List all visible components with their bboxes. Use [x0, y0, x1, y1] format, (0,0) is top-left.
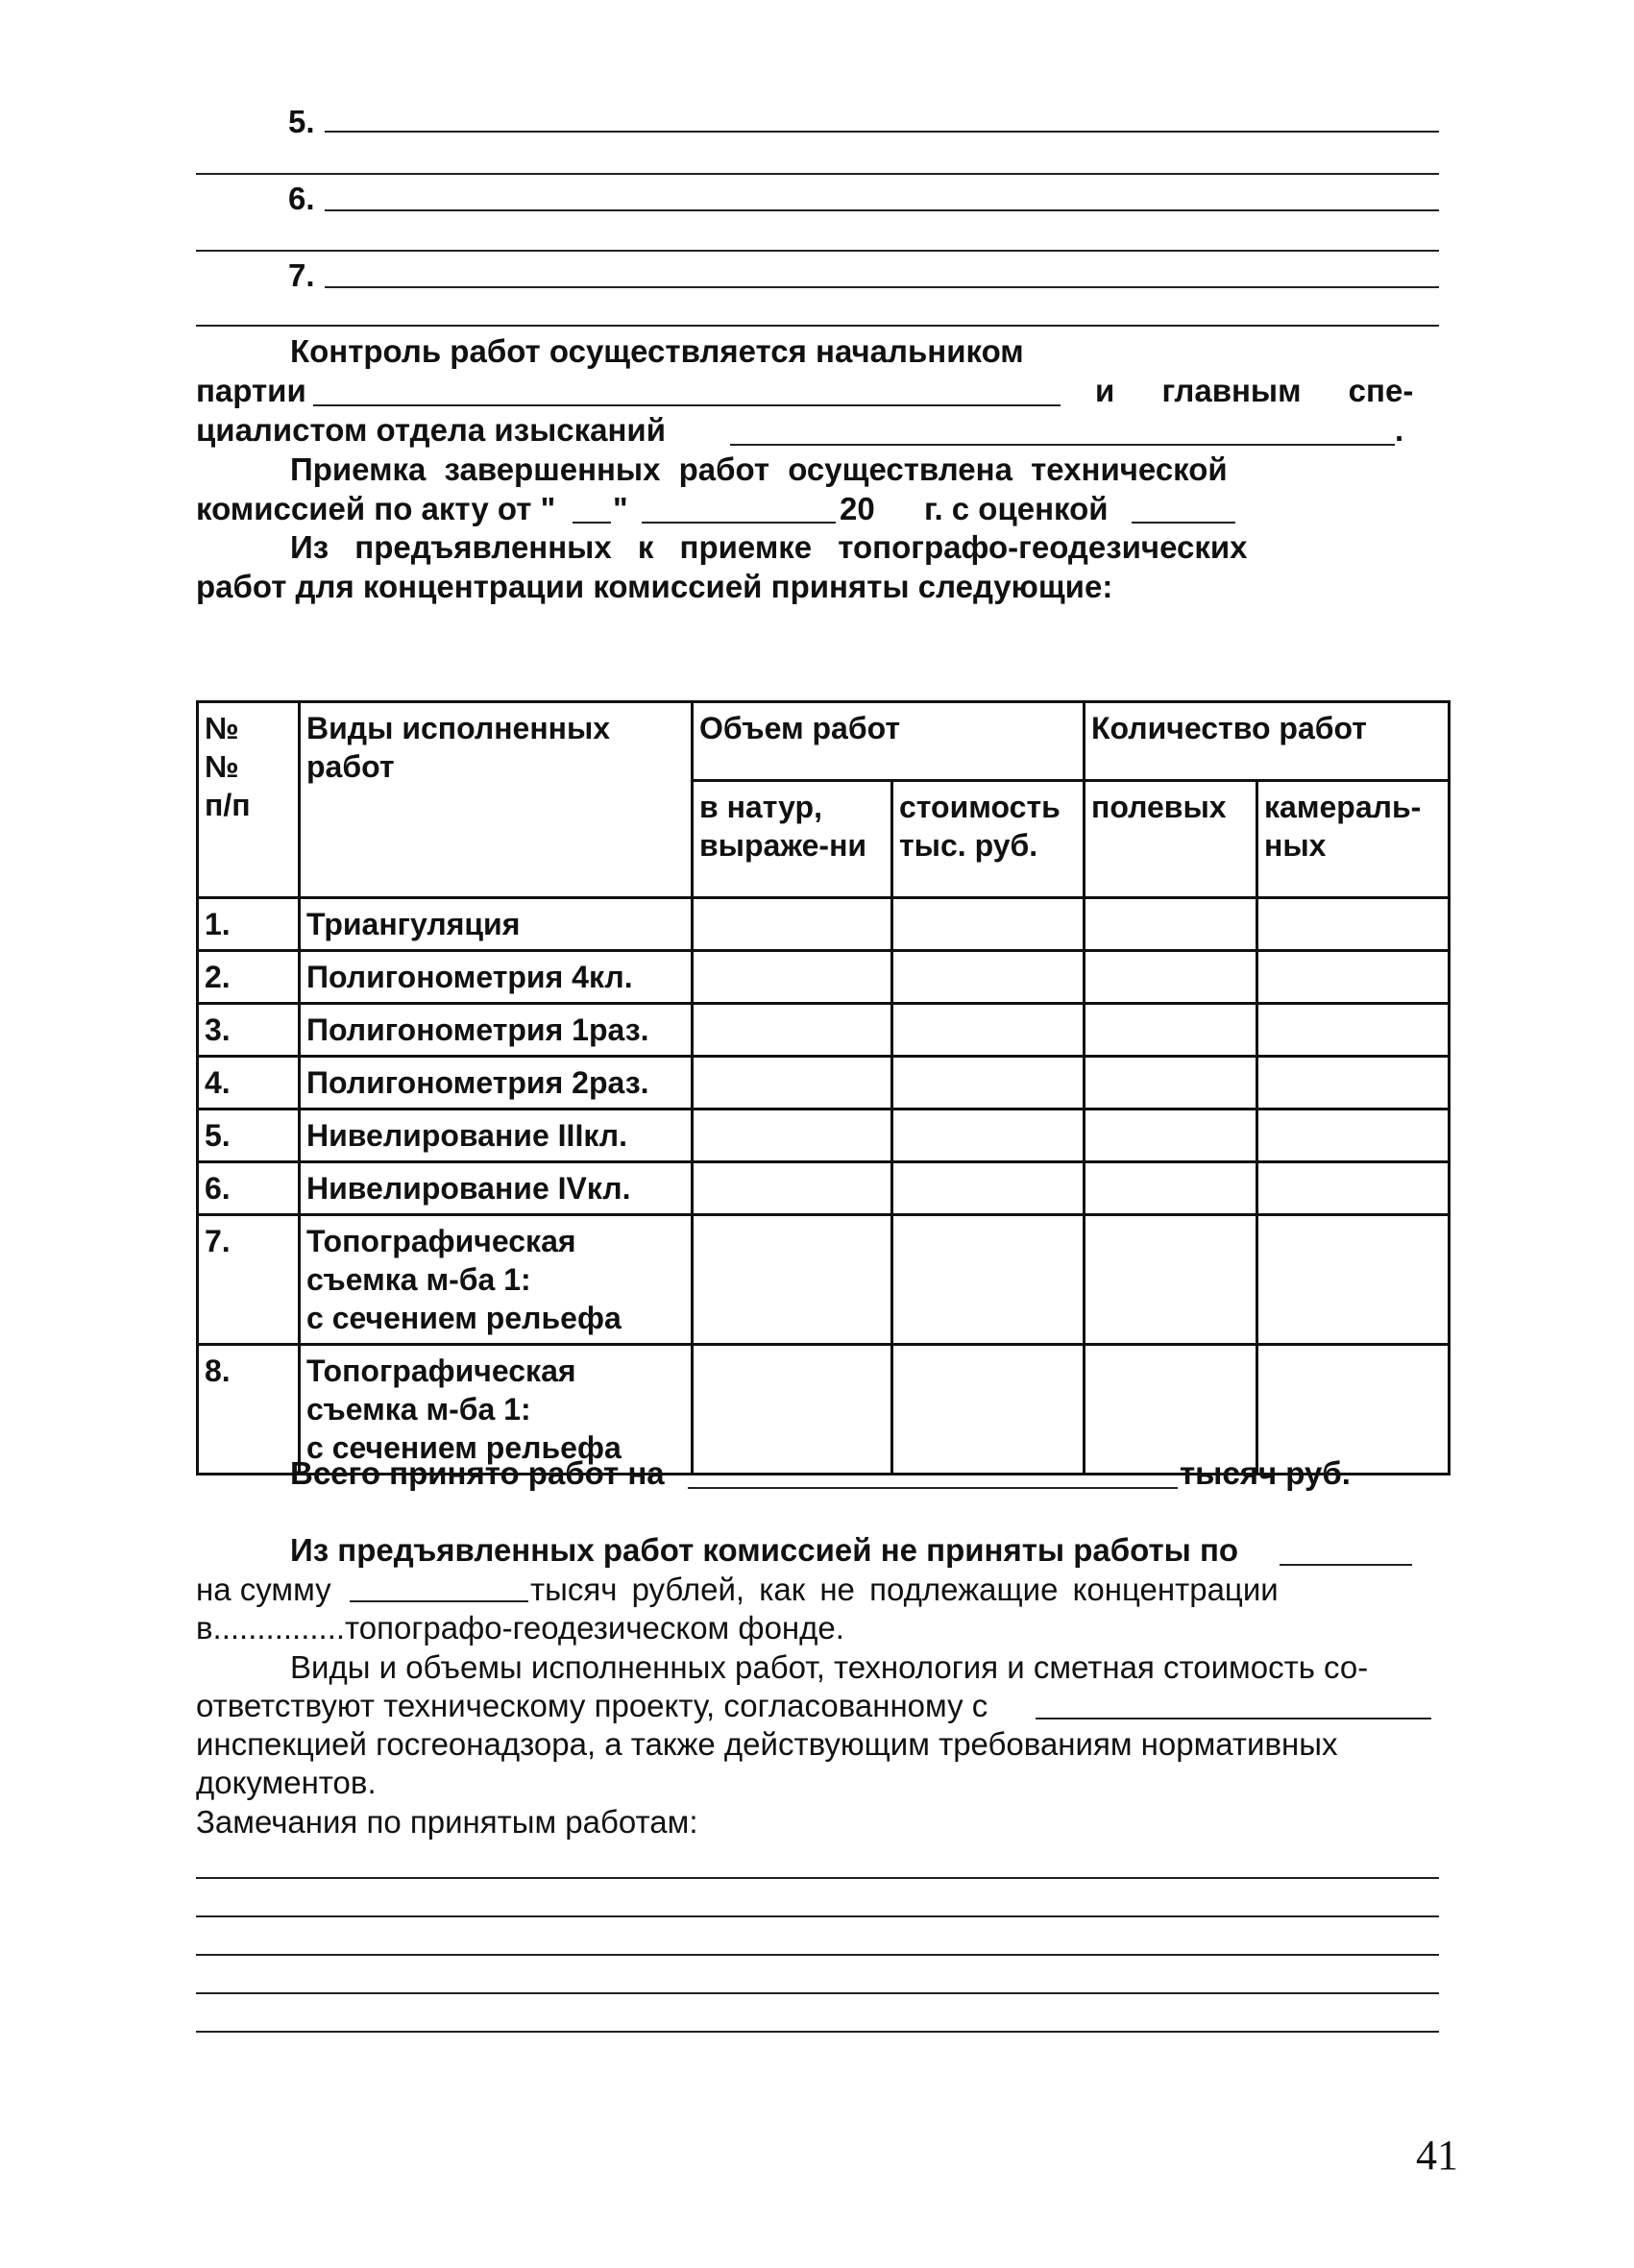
acceptance-line-2-a: комиссией по акту от " — [196, 491, 556, 526]
cell-quantity-field — [1085, 1215, 1257, 1345]
row-number: 2. — [198, 951, 300, 1004]
conformity-line-1: Виды и объемы исполненных работ, технология и сметная стоимость со- — [290, 1649, 1369, 1685]
grade-blank — [1132, 522, 1235, 524]
header-volume-natural: в натур, выраже-ни — [693, 781, 892, 898]
page-number: 41 — [1416, 2132, 1458, 2179]
cell-volume-natural — [693, 1004, 892, 1057]
row-number: 4. — [198, 1057, 300, 1110]
control-line-2-start: партии — [196, 373, 306, 408]
row-work-kind: Топографическая съемка м-ба 1: с сечением рельефа — [300, 1345, 693, 1475]
remarks-label: Замечания по принятым работам: — [196, 1804, 698, 1840]
ruled-line — [196, 173, 1439, 175]
cell-quantity-field — [1085, 898, 1257, 951]
row-number: 7. — [198, 1215, 300, 1345]
table-row — [198, 898, 1450, 951]
cell-volume-natural — [693, 1057, 892, 1110]
row-number: 6. — [198, 1162, 300, 1215]
header-work-kind: Виды исполненных работ — [300, 702, 693, 898]
acceptance-line-2-d: г. с оценкой — [924, 491, 1109, 526]
rejected-line-3: в...............топографо-геодезическом фонде. — [196, 1610, 844, 1646]
conformity-line-2: ответствуют техническому проекту, согласованному с — [196, 1688, 988, 1723]
item-number-5: 5. — [288, 104, 315, 139]
cell-volume-cost — [892, 1162, 1085, 1215]
conformity-line-4: документов. — [196, 1765, 377, 1800]
cell-quantity-field — [1085, 1162, 1257, 1215]
cell-volume-natural — [693, 951, 892, 1004]
total-label: Всего принято работ на — [290, 1455, 665, 1491]
conformity-line-3: инспекцией госгеонадзора, а также действующим требованиям нормативных — [196, 1726, 1338, 1762]
row-work-kind: Полигонометрия 2раз. — [300, 1057, 693, 1110]
item-5-blank — [325, 131, 1439, 133]
row-work-kind: Нивелирование IVкл. — [300, 1162, 693, 1215]
cell-quantity-office — [1257, 1004, 1450, 1057]
ruled-line — [196, 250, 1439, 252]
party-chief-blank — [313, 404, 1061, 406]
item-6-blank — [325, 209, 1439, 211]
remarks-line — [196, 1954, 1439, 1956]
total-unit: тысяч руб. — [1180, 1455, 1351, 1491]
table-row — [198, 1215, 1450, 1345]
act-month-blank — [642, 522, 836, 524]
table-row — [198, 1004, 1450, 1057]
cell-volume-cost — [892, 898, 1085, 951]
remarks-line — [196, 1877, 1439, 1879]
acceptance-line-2-b: " — [613, 491, 628, 526]
cell-volume-cost — [892, 1004, 1085, 1057]
acceptance-line-2-c: 20 — [840, 491, 875, 526]
cell-volume-natural — [693, 1215, 892, 1345]
cell-quantity-office — [1257, 1057, 1450, 1110]
header-quantity-field: полевых — [1085, 781, 1257, 898]
rejected-sum-blank — [350, 1600, 528, 1602]
cell-volume-natural — [693, 1162, 892, 1215]
cell-quantity-field — [1085, 951, 1257, 1004]
cell-quantity-office — [1257, 898, 1450, 951]
table-row — [198, 1110, 1450, 1162]
act-day-blank — [573, 522, 611, 524]
cell-volume-cost — [892, 1215, 1085, 1345]
cell-quantity-office — [1257, 1215, 1450, 1345]
table-row — [198, 1057, 1450, 1110]
cell-volume-natural — [693, 1110, 892, 1162]
item-number-7: 7. — [288, 257, 315, 293]
cell-quantity-office — [1257, 1162, 1450, 1215]
cell-quantity-field — [1085, 1057, 1257, 1110]
rejected-line-1: Из предъявленных работ комиссией не приняты работы по — [290, 1532, 1239, 1568]
cell-volume-natural — [693, 898, 892, 951]
table-row — [198, 1162, 1450, 1215]
remarks-line — [196, 1915, 1439, 1917]
item-number-6: 6. — [288, 181, 315, 216]
specialist-blank — [730, 444, 1395, 446]
header-number: № № п/п — [198, 702, 300, 898]
cell-quantity-office — [1257, 951, 1450, 1004]
remarks-line — [196, 2031, 1439, 2033]
cell-volume-cost — [892, 1345, 1085, 1475]
row-work-kind: Полигонометрия 4кл. — [300, 951, 693, 1004]
control-line-3-start: циалистом отдела изысканий — [196, 412, 667, 448]
rejected-line-2-a: на сумму — [196, 1572, 331, 1607]
header-volume: Объем работ — [693, 702, 1085, 781]
cell-volume-cost — [892, 951, 1085, 1004]
control-line-3-end: . — [1395, 412, 1404, 448]
acceptance-line-1: Приемка завершенных работ осуществлена технической — [290, 451, 1228, 487]
header-volume-cost: стоимость тыс. руб. — [892, 781, 1085, 898]
remarks-line — [196, 1992, 1439, 1994]
control-line-2-mid: и главным спе- — [1095, 373, 1414, 408]
header-quantity-office: камераль-ных — [1257, 781, 1450, 898]
row-work-kind: Топографическая съемка м-ба 1: с сечением рельефа — [300, 1215, 693, 1345]
rejected-line-2-b: тысяч рублей, как не подлежащие концентрации — [530, 1572, 1279, 1607]
row-number: 1. — [198, 898, 300, 951]
row-number: 5. — [198, 1110, 300, 1162]
cell-quantity-field — [1085, 1004, 1257, 1057]
ruled-line — [196, 325, 1439, 327]
cell-volume-cost — [892, 1110, 1085, 1162]
row-number: 3. — [198, 1004, 300, 1057]
item-7-blank — [325, 286, 1439, 288]
presented-line-1: Из предъявленных к приемке топографо-геодезических — [290, 529, 1248, 565]
header-quantity: Количество работ — [1085, 702, 1450, 781]
cell-volume-natural — [693, 1345, 892, 1475]
table-row — [198, 951, 1450, 1004]
cell-quantity-office — [1257, 1110, 1450, 1162]
row-number: 8. — [198, 1345, 300, 1475]
cell-quantity-field — [1085, 1110, 1257, 1162]
accepted-works-table — [196, 700, 1451, 1475]
row-work-kind: Нивелирование IIIкл. — [300, 1110, 693, 1162]
row-work-kind: Полигонометрия 1раз. — [300, 1004, 693, 1057]
total-amount-blank — [688, 1487, 1178, 1489]
cell-volume-cost — [892, 1057, 1085, 1110]
approved-by-blank — [1036, 1718, 1431, 1719]
row-work-kind: Триангуляция — [300, 898, 693, 951]
presented-line-2: работ для концентрации комиссией приняты следующие: — [196, 569, 1113, 604]
rejected-works-blank — [1280, 1564, 1412, 1566]
control-line-1: Контроль работ осуществляется начальником — [290, 333, 1024, 369]
